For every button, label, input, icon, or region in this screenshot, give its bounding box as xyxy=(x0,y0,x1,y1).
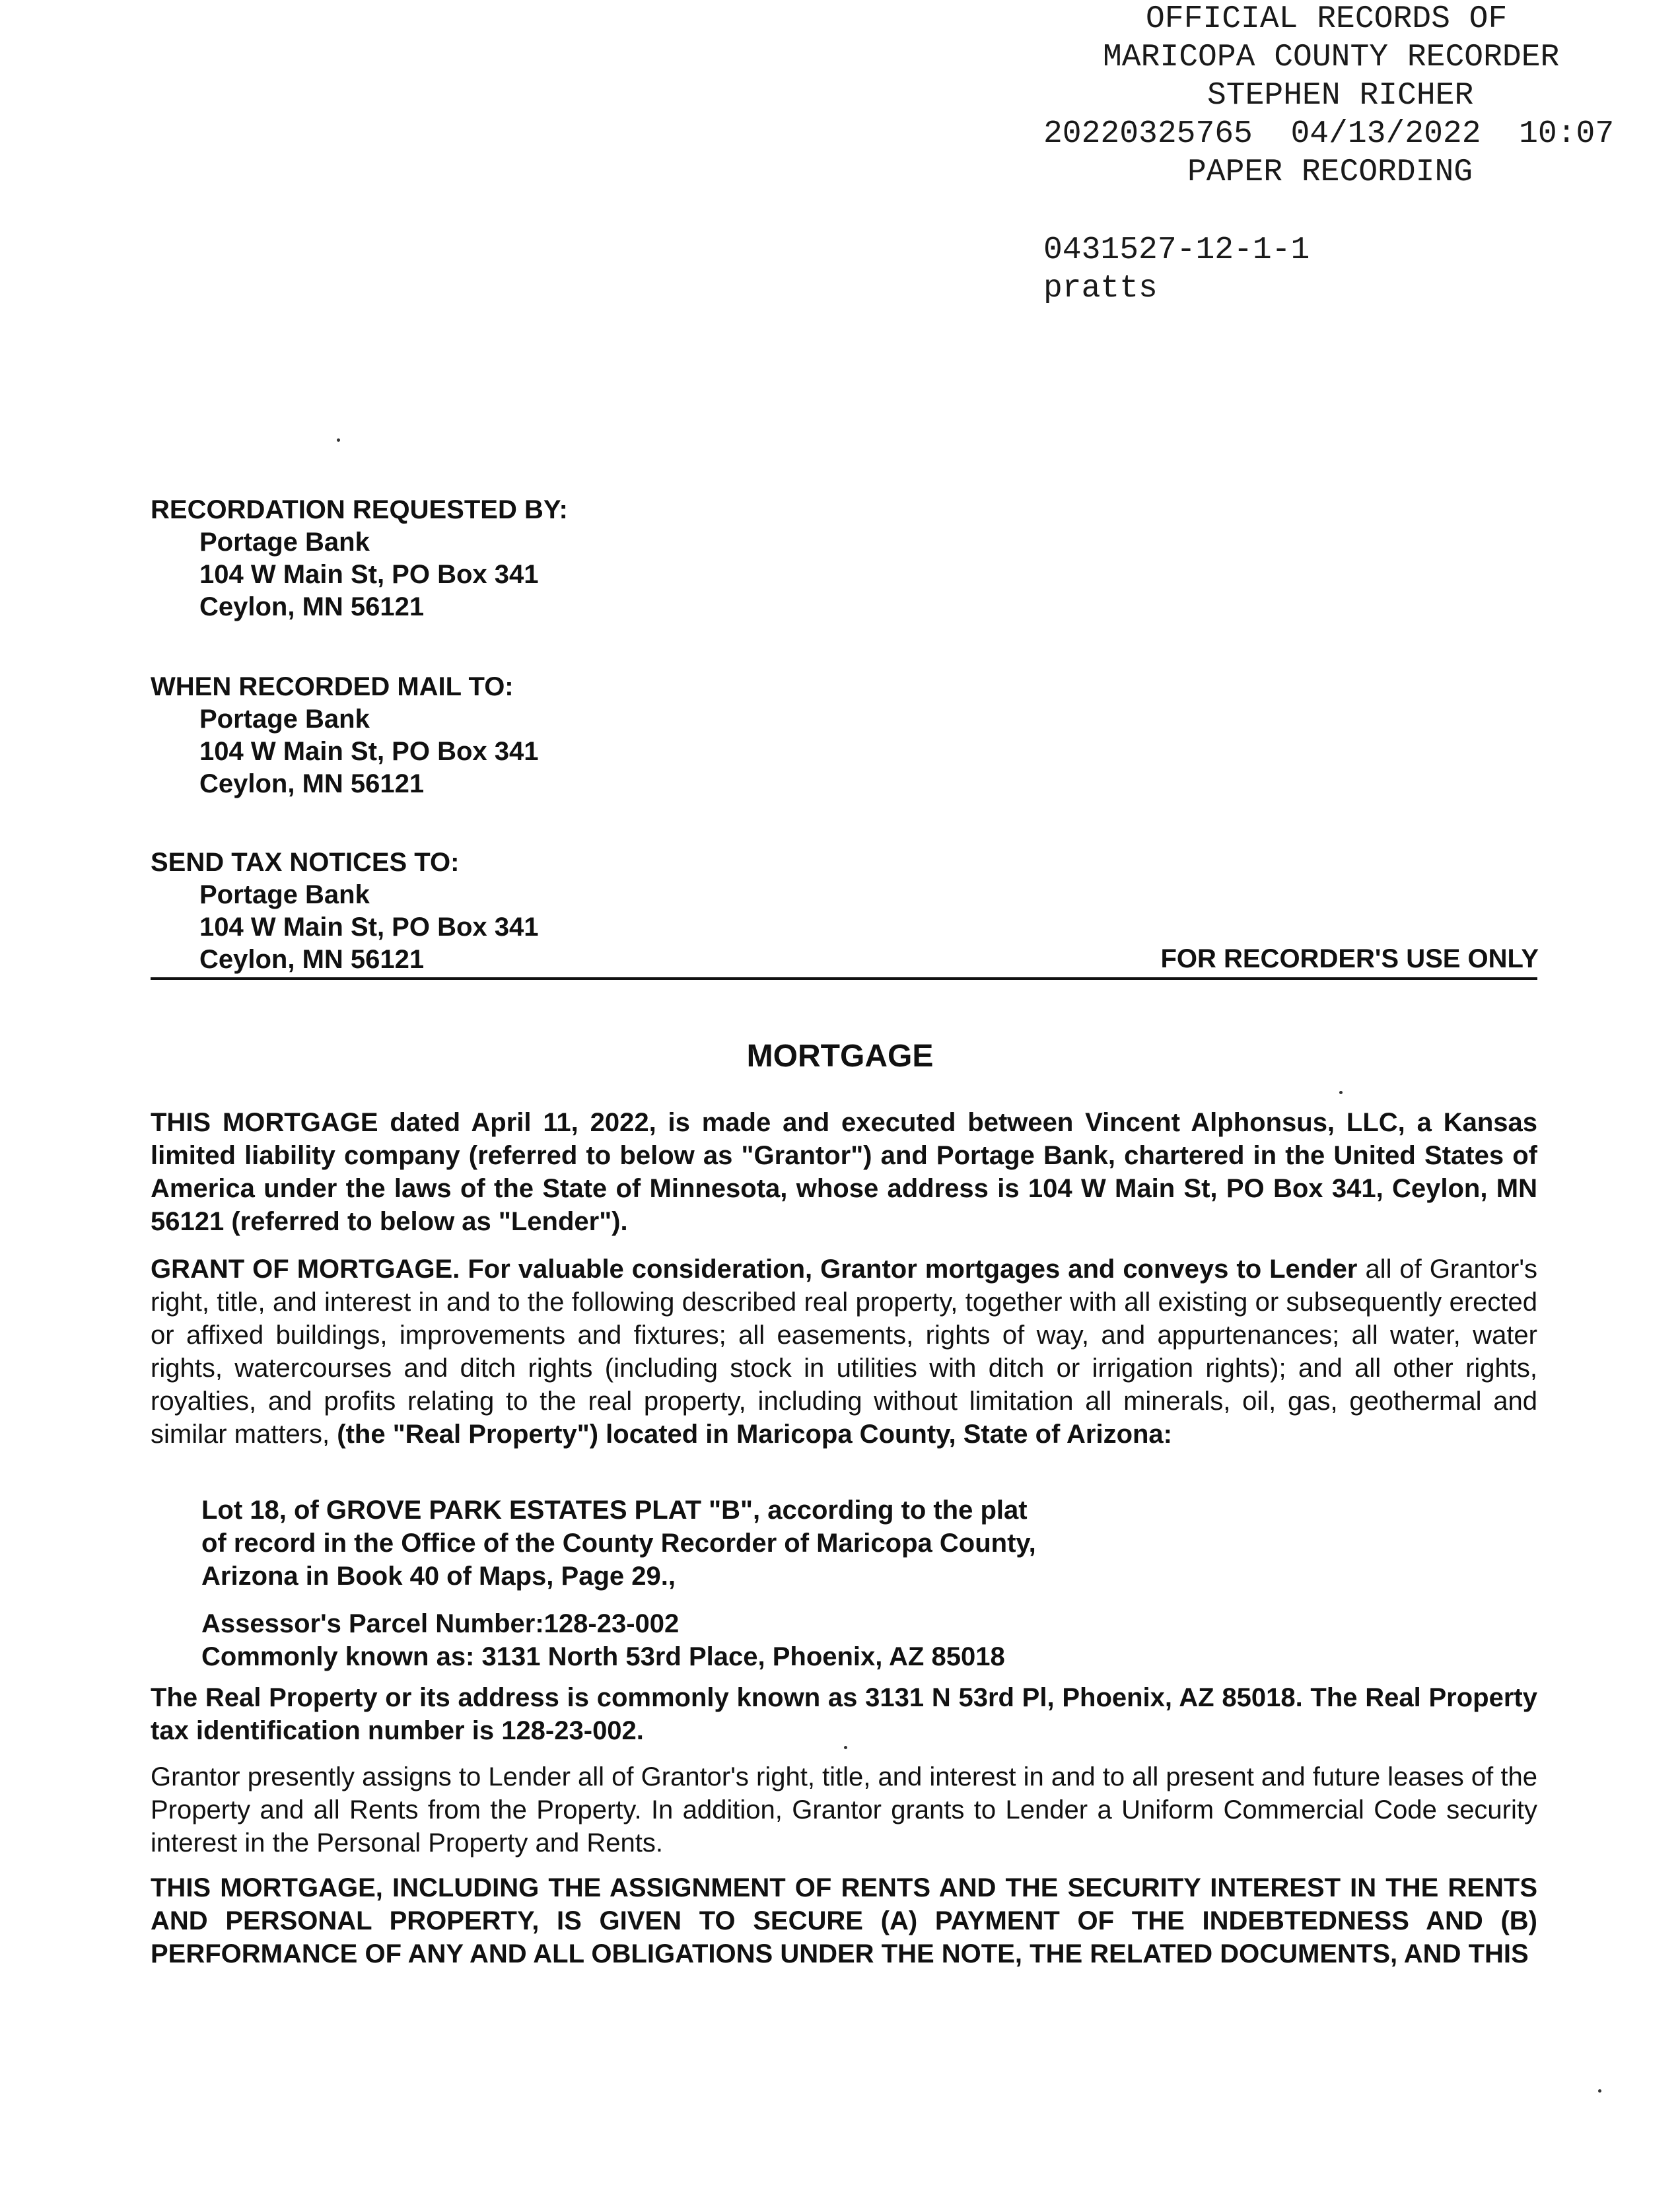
grant-of-mortgage-body: all of Grantor's right, title, and interest in and to the following described real property, together with all existing or subsequently erected or affixed buildings, improvements and fixtures; all easements, rights of way, and appurtenances; all water, water rights, watercourses and ditch rights (including stock in utilities with ditch or irrigation rights); and all other rights, royalties, and profits relating to the real property, including without limitation all minerals, oil, gas, geothermal and similar matters, xyxy=(151,1255,1537,1449)
stamp-clerk-id: pratts xyxy=(1043,271,1158,306)
when-recorded-mail-to-city: Ceylon, MN 56121 xyxy=(199,769,425,798)
when-recorded-mail-to-heading: WHEN RECORDED MAIL TO: xyxy=(151,672,514,701)
assignment-paragraph: Grantor presently assigns to Lender all of Grantor's right, title, and interest in and to all present and future leases of the Property and all Rents from the Property. In addition, Grantor grants to Lender a Uniform Commercial Code security interest in the Personal Property and Rents. xyxy=(151,1762,1537,1857)
send-tax-notices-to-block xyxy=(151,847,943,976)
security-paragraph: THIS MORTGAGE, INCLUDING THE ASSIGNMENT OF RENTS AND THE SECURITY INTEREST IN THE RENTS AND PERSONAL PROPERTY, IS GIVEN TO SECURE (A) PAYMENT OF THE INDEBTEDNESS AND (B) PERFORMANCE OF ANY AND ALL OBLIGATIONS UNDER THE NOTE, THE RELATED DOCUMENTS, AND THIS xyxy=(151,1873,1537,1968)
stamp-record-number-date-time: 20220325765 04/13/2022 10:07 xyxy=(1043,116,1615,152)
scan-speck xyxy=(844,1746,847,1749)
assessor-parcel-number: Assessor's Parcel Number:128-23-002 xyxy=(201,1609,680,1638)
legal-description-line-3: Arizona in Book 40 of Maps, Page 29., xyxy=(201,1562,676,1591)
when-recorded-mail-to-block xyxy=(151,671,943,800)
real-property-paragraph: The Real Property or its address is commonly known as 3131 N 53rd Pl, Phoenix, AZ 85018. The Real Property tax identification number is 128-23-002. xyxy=(151,1683,1537,1745)
recordation-requested-by-block xyxy=(151,494,943,623)
recorder-stamp xyxy=(1030,0,1664,308)
intro-paragraph: THIS MORTGAGE dated April 11, 2022, is made and executed between Vincent Alphonsus, LLC, a Kansas limited liability company (referred to below as "Grantor") and Portage Bank, chartered in the United States of America under the laws of the State of Minnesota, whose address is 104 W Main St, PO Box 341, Ceylon, MN 56121 (referred to below as "Lender"). xyxy=(151,1108,1537,1236)
commonly-known-as: Commonly known as: 3131 North 53rd Place, Phoenix, AZ 85018 xyxy=(201,1642,1005,1671)
grant-of-mortgage-lead-in: GRANT OF MORTGAGE. For valuable consideration, Grantor mortgages and conveys to Lender xyxy=(151,1255,1358,1284)
send-tax-notices-to-name: Portage Bank xyxy=(199,880,370,909)
stamp-official-records: OFFICIAL RECORDS OF xyxy=(1146,1,1508,37)
legal-description xyxy=(201,1494,1324,1673)
recorders-use-label: FOR RECORDER'S USE ONLY xyxy=(1160,944,1539,973)
send-tax-notices-to-street: 104 W Main St, PO Box 341 xyxy=(199,913,539,942)
scan-speck xyxy=(337,438,340,442)
send-tax-notices-to-heading: SEND TAX NOTICES TO: xyxy=(151,848,460,877)
header-divider xyxy=(151,977,1537,980)
stamp-paper-recording: PAPER RECORDING xyxy=(1187,155,1473,190)
scan-speck xyxy=(1339,1091,1343,1094)
send-tax-notices-to-city: Ceylon, MN 56121 xyxy=(199,945,425,974)
grant-of-mortgage-closing: (the "Real Property") located in Maricopa County, State of Arizona: xyxy=(330,1420,1172,1449)
scan-speck xyxy=(1598,2089,1601,2093)
when-recorded-mail-to-name: Portage Bank xyxy=(199,705,370,734)
when-recorded-mail-to-street: 104 W Main St, PO Box 341 xyxy=(199,737,539,766)
recordation-requested-by-street: 104 W Main St, PO Box 341 xyxy=(199,560,539,589)
stamp-county-recorder: MARICOPA COUNTY RECORDER xyxy=(1103,40,1560,75)
stamp-docket-code: 0431527-12-1-1 xyxy=(1043,232,1310,268)
recordation-requested-by-name: Portage Bank xyxy=(199,528,370,557)
legal-description-line-1: Lot 18, of GROVE PARK ESTATES PLAT "B", according to the plat xyxy=(201,1496,1028,1525)
recordation-requested-by-heading: RECORDATION REQUESTED BY: xyxy=(151,495,568,524)
stamp-recorder-name: STEPHEN RICHER xyxy=(1207,78,1474,114)
recordation-requested-by-city: Ceylon, MN 56121 xyxy=(199,592,425,621)
grant-of-mortgage-paragraph xyxy=(151,1253,1537,1451)
legal-description-line-2: of record in the Office of the County Recorder of Maricopa County, xyxy=(201,1529,1036,1558)
document-title: MORTGAGE xyxy=(746,1039,934,1074)
